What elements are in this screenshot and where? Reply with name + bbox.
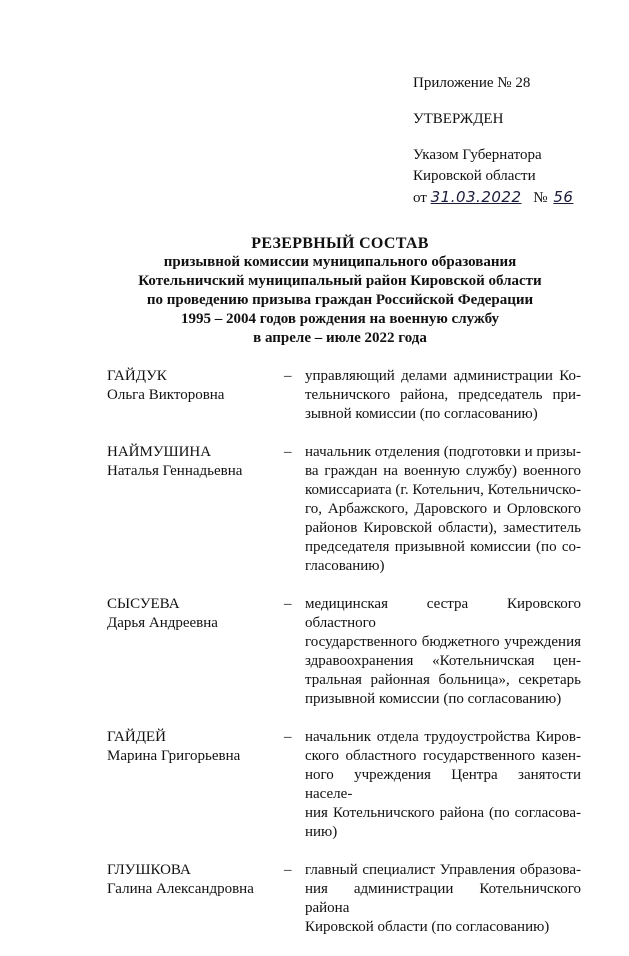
title-line-3: по проведению призыва граждан Российской Федерации — [146, 292, 534, 308]
description-line: ния Котельничского района (по согласова- — [305, 805, 581, 821]
member-name — [107, 861, 284, 937]
description-line: комиссариата (г. Котельнич, Котельничско- — [305, 482, 581, 498]
description-line: начальник отделения (подготовки и призы- — [305, 444, 581, 460]
handwritten-number: 56 — [553, 188, 574, 206]
member-surname: НАЙМУШИНА — [107, 444, 212, 460]
member-description — [305, 728, 581, 842]
decree-line-1: Указом Губернатора — [413, 147, 542, 163]
description-line: начальник отдела трудоустройства Киров- — [305, 729, 581, 745]
decree-date-line — [413, 187, 613, 209]
member-dash: – — [284, 444, 292, 460]
member-description — [305, 443, 581, 576]
decree-line-2: Кировской области — [413, 168, 536, 184]
member-name — [107, 367, 284, 424]
description-line: ного учреждения Центра занятости населе- — [305, 767, 581, 802]
number-label: № — [533, 190, 548, 206]
description-line: гласованию) — [305, 558, 385, 574]
member-surname: ГАЙДУК — [107, 368, 167, 384]
appendix-label: Приложение № 28 — [413, 75, 531, 91]
member-entry — [107, 728, 587, 842]
from-label: от — [413, 190, 427, 206]
member-dash: – — [284, 862, 292, 878]
description-line: го, Арбажского, Даровского и Орловского — [305, 501, 581, 517]
member-name — [107, 595, 284, 709]
description-line: управляющий делами администрации Ко- — [305, 368, 581, 384]
member-given-name: Галина Александровна — [107, 881, 254, 897]
member-name — [107, 443, 284, 576]
member-entry — [107, 861, 587, 937]
description-line: Кировской области (по согласованию) — [305, 919, 550, 935]
description-line: ния администрации Котельничского района — [305, 881, 581, 916]
member-given-name: Дарья Андреевна — [107, 615, 218, 631]
description-line: государственного бюджетного учреждения — [305, 634, 581, 650]
description-line: медицинская сестра Кировского областного — [305, 596, 581, 631]
description-line: районов Кировской области), заместитель — [305, 520, 581, 536]
members-list — [107, 367, 587, 956]
member-surname: СЫСУЕВА — [107, 596, 180, 612]
approved-label: УТВЕРЖДЕН — [413, 111, 504, 127]
description-line: тральная районная больница», секретарь — [305, 672, 581, 688]
title-line-1: призывной комиссии муниципального образования — [163, 254, 517, 270]
member-dash: – — [284, 596, 292, 612]
description-line: ва граждан на военную службу) военного — [305, 463, 581, 479]
member-description — [305, 595, 581, 709]
description-line: тельничского района, председатель при- — [305, 387, 581, 403]
description-line: нию) — [305, 824, 338, 840]
member-dash: – — [284, 729, 292, 745]
member-given-name: Наталья Геннадьевна — [107, 463, 243, 479]
member-description — [305, 861, 581, 937]
member-entry — [107, 367, 587, 424]
member-entry — [107, 595, 587, 709]
document-title — [80, 234, 600, 348]
title-line-2: Котельничский муниципальный район Кировской области — [138, 273, 542, 289]
approval-block — [413, 73, 613, 209]
member-description — [305, 367, 581, 424]
member-surname: ГАЙДЕЙ — [107, 729, 166, 745]
description-line: председателя призывной комиссии (по со- — [305, 539, 581, 555]
description-line: призывной комиссии (по согласованию) — [305, 691, 562, 707]
member-given-name: Марина Григорьевна — [107, 748, 241, 764]
handwritten-date: 31.03.2022 — [430, 188, 522, 206]
member-given-name: Ольга Викторовна — [107, 387, 225, 403]
title-line-4: 1995 – 2004 годов рождения на военную службу — [180, 311, 500, 327]
description-line: главный специалист Управления образова- — [305, 862, 581, 878]
description-line: ского областного государственного казен- — [305, 748, 581, 764]
member-name — [107, 728, 284, 842]
member-dash: – — [284, 368, 292, 384]
description-line: здравоохранения «Котельничская цен- — [305, 653, 581, 669]
member-entry — [107, 443, 587, 576]
description-line: зывной комиссии (по согласованию) — [305, 406, 538, 422]
title-line-5: в апреле – июле 2022 года — [253, 330, 427, 346]
title-heading: РЕЗЕРВНЫЙ СОСТАВ — [251, 235, 429, 252]
member-surname: ГЛУШКОВА — [107, 862, 191, 878]
